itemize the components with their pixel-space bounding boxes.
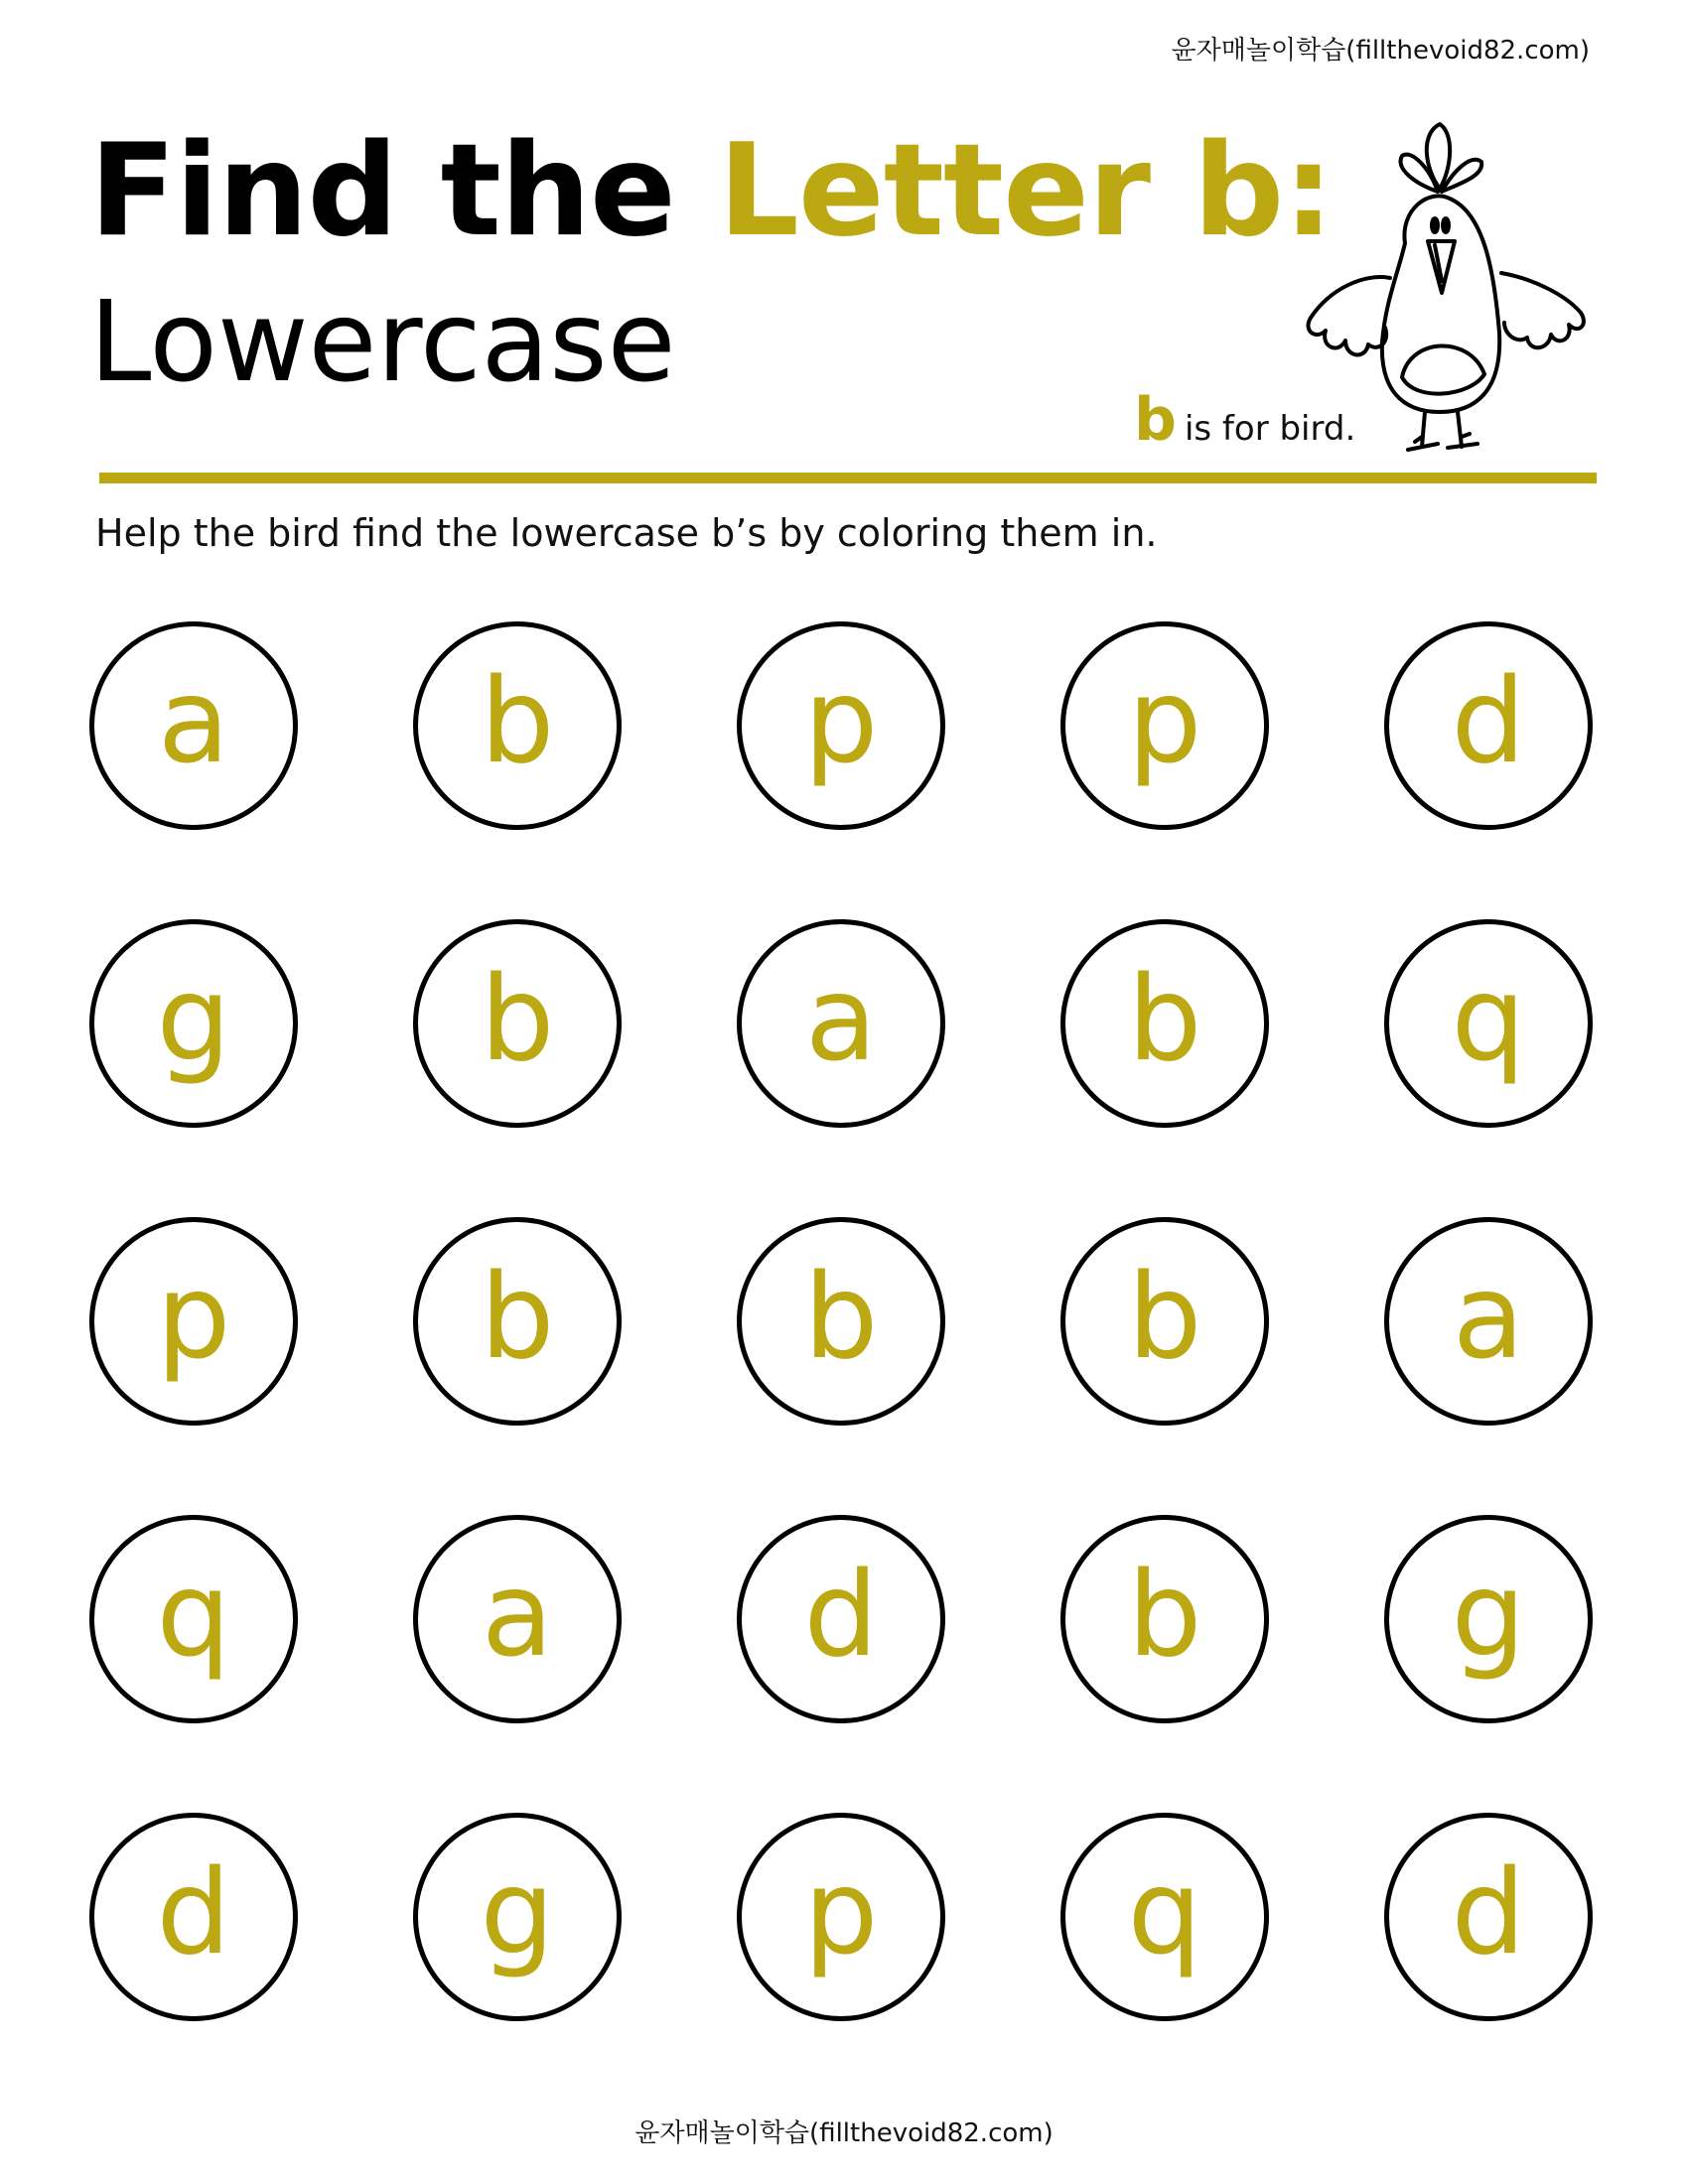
- letter: d: [156, 1843, 231, 1980]
- letter-circle[interactable]: [1060, 621, 1269, 830]
- letter: g: [156, 950, 231, 1087]
- caption: [1134, 385, 1355, 455]
- page-title: [89, 117, 1333, 266]
- caption-text: is for bird.: [1184, 409, 1356, 449]
- letter-circle[interactable]: [413, 1515, 622, 1723]
- letter: a: [481, 1546, 554, 1683]
- letter: b: [480, 652, 555, 789]
- instructions: Help the bird find the lowercase b’s by coloring them in.: [95, 511, 1158, 555]
- letter: p: [1127, 652, 1202, 789]
- letter-circle[interactable]: [737, 919, 945, 1128]
- letter-circle[interactable]: [1384, 1515, 1593, 1723]
- letter-circle[interactable]: [89, 1515, 298, 1723]
- letter: d: [1451, 1843, 1526, 1980]
- letter-circle[interactable]: [89, 919, 298, 1128]
- letter: b: [1127, 1546, 1202, 1683]
- title-part-2: Letter b:: [718, 117, 1334, 265]
- letter-circle[interactable]: [89, 1813, 298, 2021]
- letter: q: [1451, 950, 1526, 1087]
- letter-circle[interactable]: [1060, 919, 1269, 1128]
- letter: g: [480, 1843, 555, 1980]
- letter-circle[interactable]: [1384, 1217, 1593, 1426]
- letter-circle[interactable]: [1384, 919, 1593, 1128]
- letter-circle[interactable]: [89, 621, 298, 830]
- letter: b: [480, 950, 555, 1087]
- letter-circle[interactable]: [413, 621, 622, 830]
- letter-circle[interactable]: [413, 919, 622, 1128]
- letter-circle[interactable]: [737, 621, 945, 830]
- letter: d: [803, 1546, 879, 1683]
- letter: p: [803, 652, 879, 789]
- letter-circle[interactable]: [737, 1813, 945, 2021]
- letter: d: [1451, 652, 1526, 789]
- letter: b: [1127, 1248, 1202, 1385]
- letter: b: [803, 1248, 879, 1385]
- letter: p: [803, 1843, 879, 1980]
- letter-circle[interactable]: [737, 1217, 945, 1426]
- site-credit-top: 윤자매놀이학습(fillthevoid82.com): [1171, 36, 1590, 66]
- letter: b: [1127, 950, 1202, 1087]
- letter: q: [156, 1546, 231, 1683]
- letter-circle[interactable]: [1060, 1813, 1269, 2021]
- caption-letter: b: [1134, 385, 1177, 455]
- title-part-1: Find the: [89, 117, 719, 265]
- letter: a: [157, 652, 230, 789]
- site-credit-bottom: 윤자매놀이학습(fillthevoid82.com): [634, 2118, 1054, 2148]
- letter-circle[interactable]: [1060, 1217, 1269, 1426]
- page-subtitle: Lowercase: [89, 278, 676, 407]
- divider: [99, 473, 1597, 483]
- letter-circle[interactable]: [1384, 1813, 1593, 2021]
- letter-circle[interactable]: [413, 1217, 622, 1426]
- letter-circle[interactable]: [413, 1813, 622, 2021]
- letter: b: [480, 1248, 555, 1385]
- letter-circle[interactable]: [1384, 621, 1593, 830]
- letter: a: [804, 950, 878, 1087]
- letter-circle[interactable]: [89, 1217, 298, 1426]
- letter: p: [156, 1248, 231, 1385]
- letter: q: [1127, 1843, 1202, 1980]
- letter-circle[interactable]: [1060, 1515, 1269, 1723]
- letter-grid: [89, 621, 1595, 2021]
- letter: a: [1452, 1248, 1525, 1385]
- letter: g: [1451, 1546, 1526, 1683]
- letter-circle[interactable]: [737, 1515, 945, 1723]
